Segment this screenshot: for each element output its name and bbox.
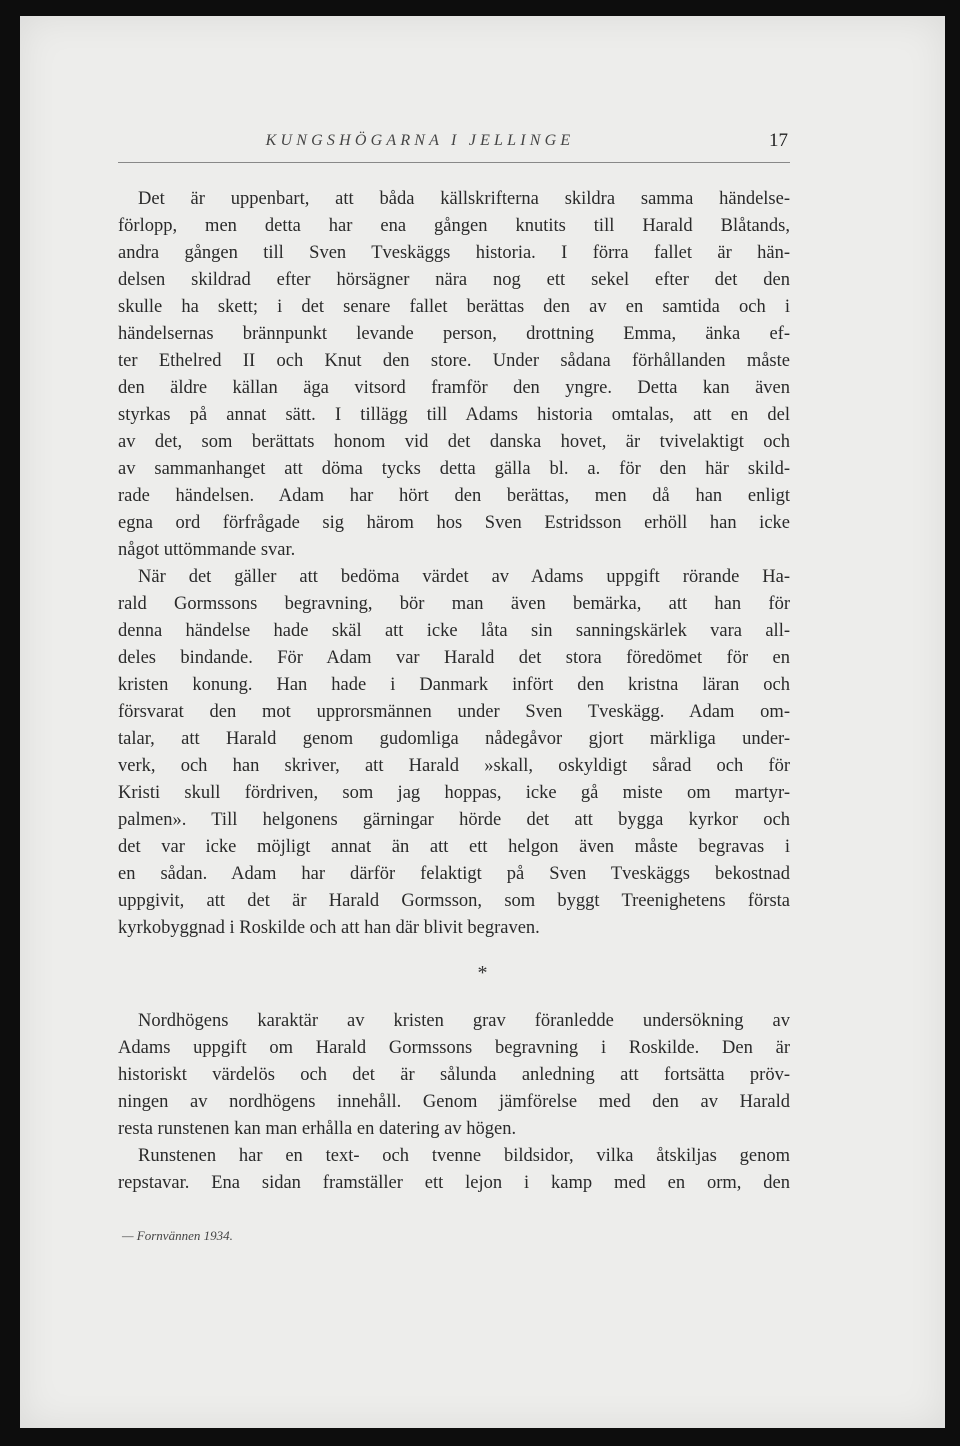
paragraph-2-line: denna händelse hade skäl att icke låta sin sanningskärlek vara all- <box>118 621 790 641</box>
paragraph-3-line: ningen av nordhögens innehåll. Genom jämförelse med den av Harald <box>118 1092 790 1112</box>
paragraph-1-line: den äldre källan äga vitsord framför den yngre. Detta kan även <box>118 378 790 398</box>
paragraph-1-line: av det, som berättats honom vid det danska hovet, är tvivelaktigt och <box>118 432 790 452</box>
paragraph-2-line: verk, och han skriver, att Harald »skall, oskyldigt sårad och för <box>118 756 790 776</box>
section-divider-asterisk: * <box>477 962 488 984</box>
paragraph-3-line: Adams uppgift om Harald Gormssons begravning i Roskilde. Den är <box>118 1038 790 1058</box>
paragraph-4-line: repstavar. Ena sidan framställer ett lejon i kamp med en orm, den <box>118 1173 790 1193</box>
paragraph-2-line: det var icke möjligt annat än att ett helgon även måste begravas i <box>118 837 790 857</box>
paragraph-2-line: talar, att Harald genom gudomliga nådegåvor gjort märkliga under- <box>118 729 790 749</box>
paragraph-2-line: försvarat den mot upprorsmännen under Sven Tveskägg. Adam om- <box>118 702 790 722</box>
paragraph-1-line: Det är uppenbart, att båda källskrifterna skildra samma händelse- <box>138 189 790 209</box>
paragraph-2-line: kyrkobyggnad i Roskilde och att han där blivit begraven. <box>118 918 540 938</box>
paragraph-2-line: palmen». Till helgonens gärningar hörde det att bygga kyrkor och <box>118 810 790 830</box>
paragraph-1-line: ter Ethelred II och Knut den store. Under sådana förhållanden måste <box>118 351 790 371</box>
paragraph-2-line: kristen konung. Han hade i Danmark infört den kristna läran och <box>118 675 790 695</box>
paragraph-1-line: av sammanhanget att döma tycks detta gälla bl. a. för den här skild- <box>118 459 790 479</box>
paragraph-3-line: resta runstenen kan man erhålla en datering av högen. <box>118 1119 517 1139</box>
paragraph-1-line: styrkas på annat sätt. I tillägg till Adams historia omtalas, att en del <box>118 405 790 425</box>
paragraph-3-line: Nordhögens karaktär av kristen grav föranledde undersökning av <box>138 1011 790 1031</box>
paragraph-2-line: deles bindande. För Adam var Harald det stora föredömet för en <box>118 648 790 668</box>
paragraph-2-line: Kristi skull fördriven, som jag hoppas, icke gå miste om martyr- <box>118 783 790 803</box>
paragraph-2-line: en sådan. Adam har därför felaktigt på Sven Tveskäggs bekostnad <box>118 864 790 884</box>
paragraph-1-line: skulle ha skett; i det senare fallet berättas den av en samtida och i <box>118 297 790 317</box>
paragraph-1-line: egna ord förfrågade sig härom hos Sven Estridsson erhöll han icke <box>118 513 790 533</box>
paragraph-2-line: rald Gormssons begravning, bör man även bemärka, att han för <box>118 594 790 614</box>
paragraph-1-line: händelsernas brännpunkt levande person, drottning Emma, änka ef- <box>118 324 790 344</box>
paragraph-4-line: Runstenen har en text- och tvenne bildsidor, vilka åtskiljas genom <box>138 1146 790 1166</box>
paragraph-2-line: När det gäller att bedöma värdet av Adams uppgift rörande Ha- <box>138 567 790 587</box>
page-header <box>118 132 790 163</box>
paragraph-1-line: rade händelsen. Adam har hört den berättas, men då han enligt <box>118 486 790 506</box>
document-page <box>20 16 945 1428</box>
paragraph-1-line: förlopp, men detta har ena gången knutits till Harald Blåtands, <box>118 216 790 236</box>
paragraph-2-line: uppgivit, att det är Harald Gormsson, som byggt Treenighetens första <box>118 891 790 911</box>
page-number: 17 <box>769 130 788 151</box>
paragraph-1-line: andra gången till Sven Tveskäggs historia. I förra fallet är hän- <box>118 243 790 263</box>
journal-footer: — Fornvännen 1934. <box>122 1228 233 1243</box>
paragraph-3-line: historiskt värdelös och det är sålunda anledning att fortsätta pröv- <box>118 1065 790 1085</box>
paragraph-1-line: något uttömmande svar. <box>118 540 296 560</box>
running-title: KUNGSHÖGARNA I JELLINGE <box>265 132 575 149</box>
paragraph-1-line: delsen skildrad efter hörsägner nära nog ett sekel efter det den <box>118 270 790 290</box>
